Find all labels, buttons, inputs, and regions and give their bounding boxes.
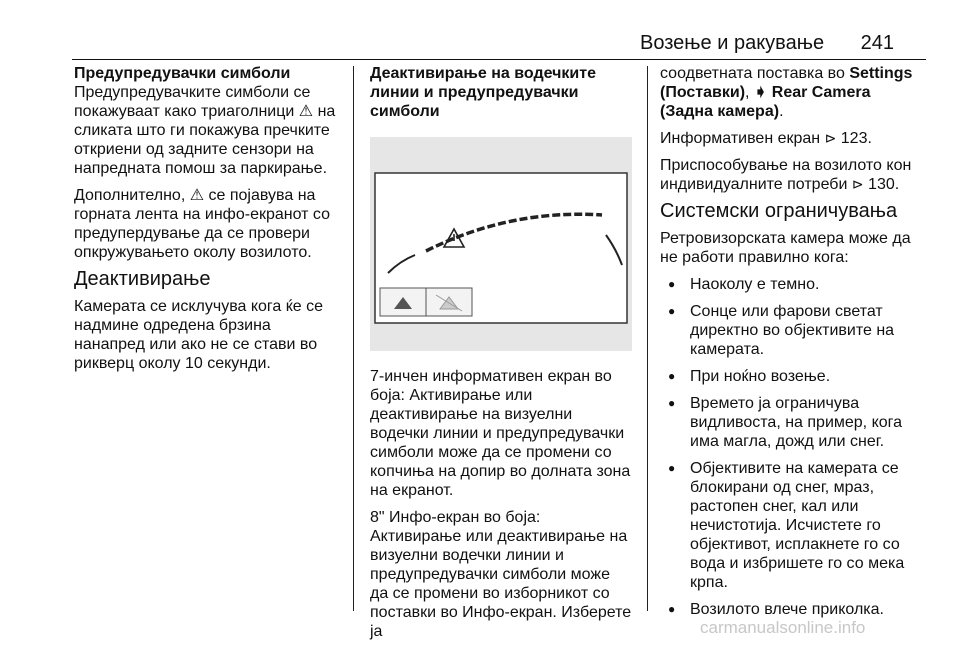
- paragraph-text: на сликата што ги покажува пречките откриени од задните сензори на напредната помош за паркирање.: [74, 103, 336, 177]
- column-divider-1: [353, 66, 354, 611]
- header-divider: [72, 59, 926, 60]
- guidelines-heading: Деактивирање на водечките линии и предупредувачки симболи: [370, 65, 596, 120]
- warning-symbols-heading: Предупредувачки симболи: [74, 65, 291, 82]
- page-number: 241: [860, 32, 894, 54]
- deactivation-heading: Деактивирање: [74, 268, 211, 290]
- list-item: ● Објективите на камерата се блокирани од снег, мраз, растопен снег, кал или нечистотија. Исчистете го објективот, исплакнете го со вода и избришете го со мека крпа.: [660, 459, 922, 592]
- list-item: ● Наоколу е темно.: [660, 275, 922, 294]
- info-display-reference: [660, 129, 922, 148]
- personalisation-reference: [660, 156, 922, 194]
- paragraph-text: Предупредувачките симболи се покажуваат како триаголници: [74, 84, 311, 120]
- settings-paragraph: [660, 64, 922, 121]
- paragraph-text: соодветната поставка во: [660, 65, 845, 82]
- header-title: Возење и ракување: [640, 32, 825, 54]
- warning-triangle-icon: ⚠: [189, 187, 205, 204]
- paragraph-text: се појавува на горната лента на инфо-екранот со предупердување да се провери опкружувањето околу возилото.: [74, 187, 330, 261]
- page-ref-icon: ⊳: [824, 130, 837, 146]
- seven-inch-paragraph: 7-инчен информативен екран во боја: Активирање или деактивирање на визуелни водечки линии и предупредувачки симболи може да се промени со копчиња на допир во долната зона на екранот.: [370, 368, 631, 499]
- warning-symbols-paragraph: [74, 83, 338, 178]
- paragraph-text: Информативен екран: [660, 130, 821, 147]
- paragraph-text: ,: [745, 84, 754, 101]
- paragraph-text: .: [894, 176, 900, 193]
- paragraph-text: Дополнително,: [74, 187, 186, 204]
- list-item: ● Времето ја ограничува видливоста, на пример, кога има магла, дожд или снег.: [660, 394, 922, 451]
- column-divider-2: [647, 66, 648, 611]
- limitations-intro: Ретровизорската камера може да не работи правилно кога:: [660, 230, 911, 266]
- settings-menu-label: Settings (Поставки): [660, 65, 913, 101]
- list-item: ● Возилото влече приколка.: [660, 600, 922, 619]
- eight-inch-paragraph: 8" Инфо-екран во боја: Активирање или деактивирање на визуелни водечки линии и предупредувачки симболи може да се промени во изборникот со поставки во Инфо-екран. Изберете ја: [370, 509, 632, 640]
- column-3: [660, 64, 922, 627]
- column-2: [370, 64, 632, 649]
- additional-paragraph: [74, 186, 338, 262]
- list-item: ● Сонце или фарови светат директно во објективите на камерата.: [660, 302, 922, 359]
- warning-triangle-icon: ⚠: [298, 103, 314, 120]
- menu-arrow-icon: ➧: [753, 84, 768, 101]
- page-ref-icon: ⊳: [851, 176, 864, 192]
- page-ref-number[interactable]: 130: [868, 176, 895, 193]
- watermark: carmanualsonline.info: [700, 618, 866, 637]
- limitations-list: [660, 275, 922, 619]
- paragraph-text: Приспособување на возилото кон индивидуалните потреби: [660, 157, 912, 193]
- rear-camera-illustration: [370, 137, 632, 351]
- page-ref-number[interactable]: 123: [840, 130, 868, 147]
- column-1: [74, 64, 338, 381]
- paragraph-text: .: [867, 130, 872, 147]
- deactivation-paragraph: Камерата се исклучува кога ќе се надмине одредена брзина нанапред или ако не се стави во рикверц околу 10 секунди.: [74, 298, 323, 372]
- system-limitations-heading: Системски ограничувања: [660, 200, 898, 222]
- list-item: ● При ноќно возење.: [660, 367, 922, 386]
- rear-camera-menu-label: Rear Camera (Задна камера): [660, 84, 871, 120]
- rear-camera-screen-figure: [370, 137, 632, 351]
- paragraph-text: .: [779, 103, 784, 120]
